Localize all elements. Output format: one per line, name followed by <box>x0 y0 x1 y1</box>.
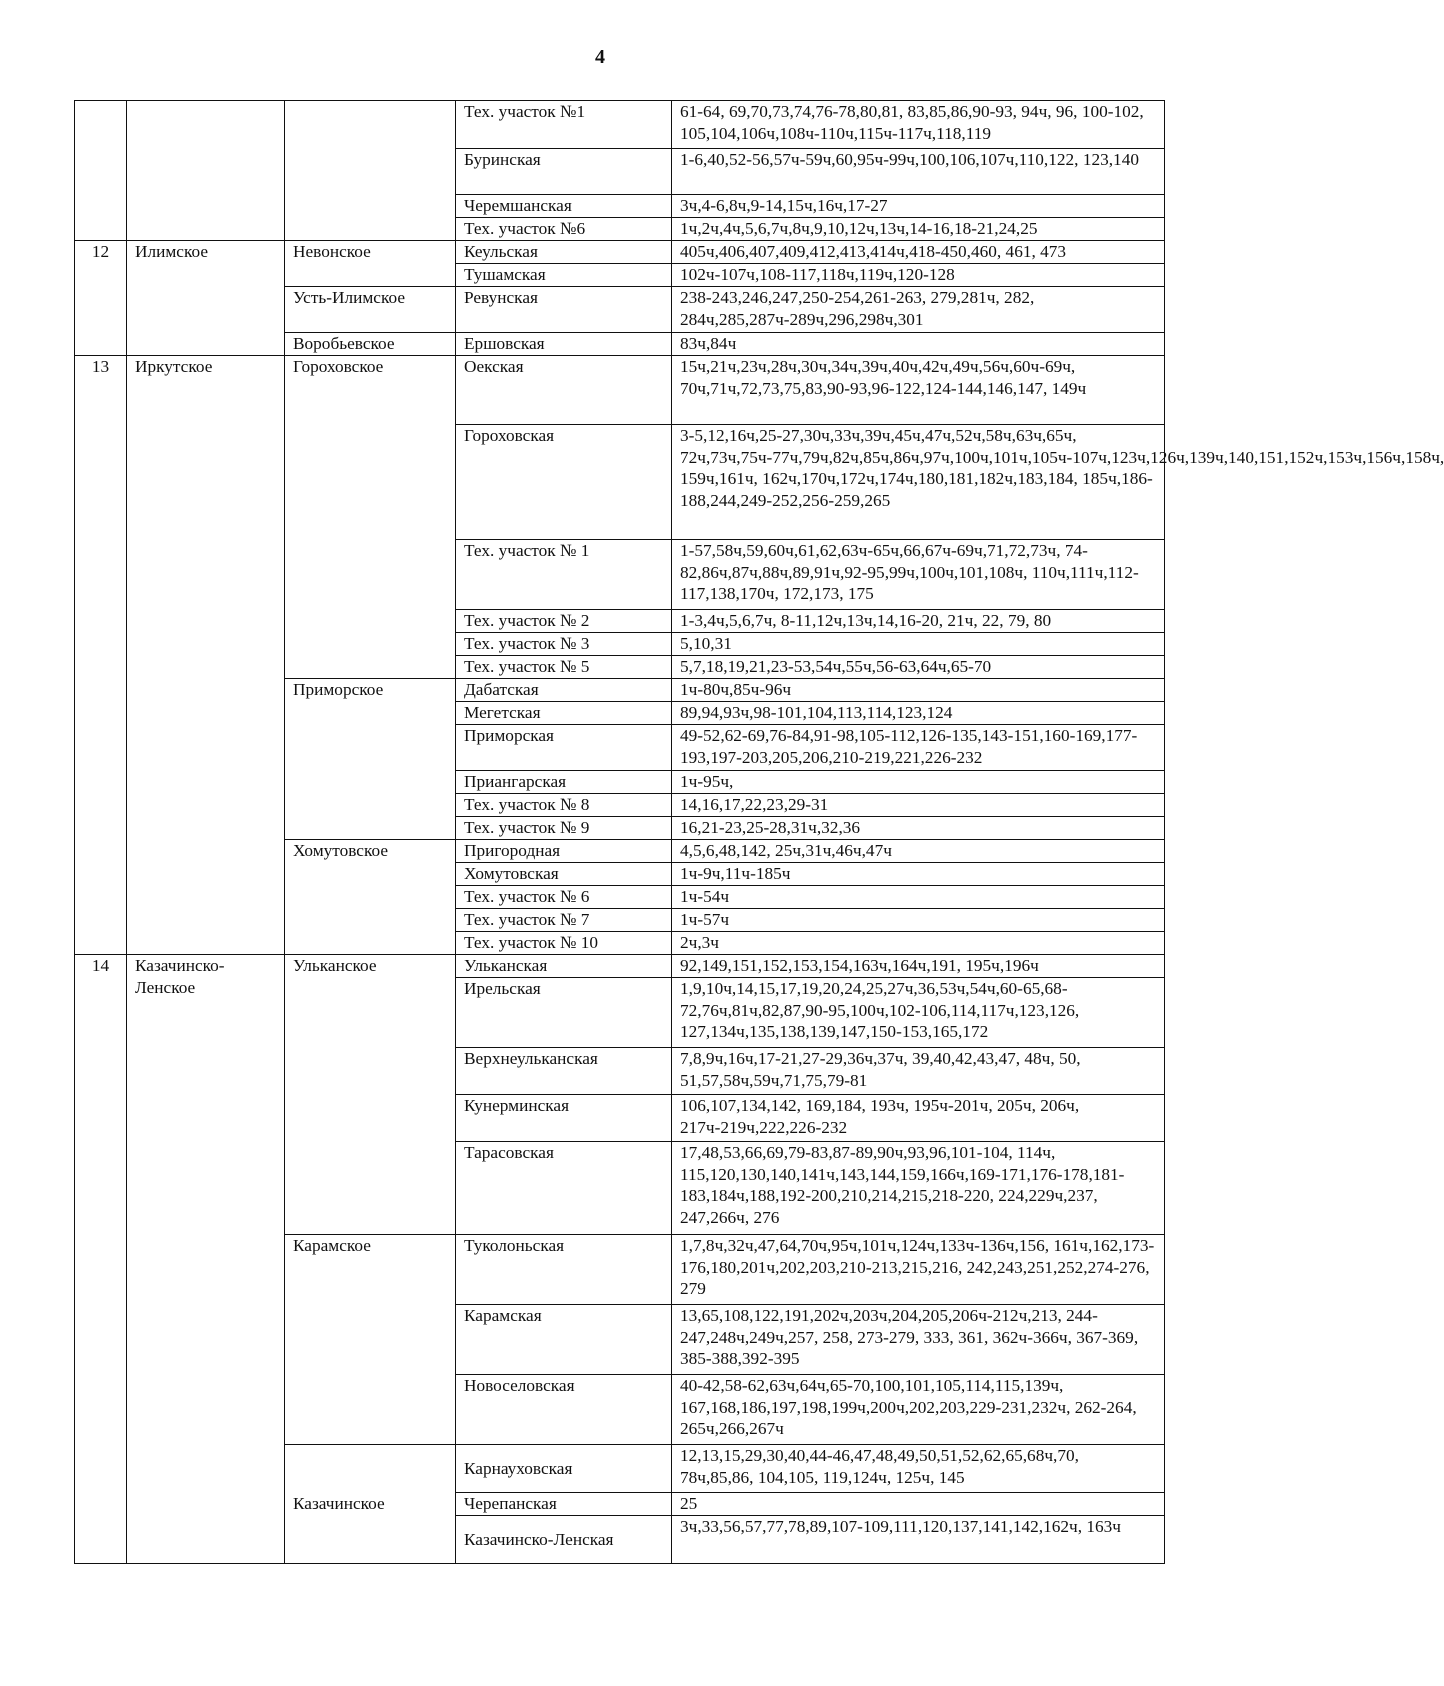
quarters-cell: 3ч,4-6,8ч,9-14,15ч,16ч,17-27 <box>672 195 1165 218</box>
forest-cell: Ершовская <box>456 333 672 356</box>
quarters-cell: 92,149,151,152,153,154,163ч,164ч,191, 195ч,196ч <box>672 955 1165 978</box>
forest-cell: Пригородная <box>456 840 672 863</box>
forest-cell: Ирельская <box>456 978 672 1048</box>
forest-cell: Приангарская <box>456 771 672 794</box>
quarters-cell: 5,10,31 <box>672 633 1165 656</box>
quarters-cell: 61-64, 69,70,73,74,76-78,80,81, 83,85,86,90-93, 94ч, 96, 100-102, 105,104,106ч,108ч-110ч,115ч-117ч,118,119 <box>672 101 1165 149</box>
forest-cell: Оекская <box>456 356 672 425</box>
forest-cell: Мегетская <box>456 702 672 725</box>
quarters-cell: 49-52,62-69,76-84,91-98,105-112,126-135,143-151,160-169,177-193,197-203,205,206,210-219,221,226-232 <box>672 725 1165 771</box>
forest-cell: Ревунская <box>456 287 672 333</box>
quarters-cell: 7,8,9ч,16ч,17-21,27-29,36ч,37ч, 39,40,42,43,47, 48ч, 50, 51,57,58ч,59ч,71,75,79-81 <box>672 1048 1165 1095</box>
district-cell: Илимское <box>127 241 285 356</box>
forest-cell: Черемшанская <box>456 195 672 218</box>
quarters-cell: 12,13,15,29,30,40,44-46,47,48,49,50,51,52,62,65,68ч,70, 78ч,85,86, 104,105, 119,124ч, 125ч, 145 <box>672 1445 1165 1493</box>
forest-cell: Верхнеульканская <box>456 1048 672 1095</box>
quarters-cell: 83ч,84ч <box>672 333 1165 356</box>
forest-cell: Карамская <box>456 1305 672 1375</box>
forest-cell: Хомутовская <box>456 863 672 886</box>
subdistrict-cell <box>285 101 456 241</box>
quarters-cell: 1-3,4ч,5,6,7ч, 8-11,12ч,13ч,14,16-20, 21ч, 22, 79, 80 <box>672 610 1165 633</box>
table-row <box>75 101 1165 149</box>
quarters-cell: 1ч-57ч <box>672 909 1165 932</box>
subdistrict-cell: Воробьевское <box>285 333 456 356</box>
forest-cell: Тех. участок № 9 <box>456 817 672 840</box>
forest-cell: Буринская <box>456 149 672 195</box>
row-number-cell: 14 <box>75 955 127 1564</box>
forest-cell: Тушамская <box>456 264 672 287</box>
table-row <box>75 241 1165 264</box>
forest-cell: Тех. участок № 7 <box>456 909 672 932</box>
forest-cell: Тех. участок № 6 <box>456 886 672 909</box>
subdistrict-cell: Казачинское <box>285 1445 456 1564</box>
forest-cell: Ульканская <box>456 955 672 978</box>
district-cell: Иркутское <box>127 356 285 955</box>
subdistrict-cell: Хомутовское <box>285 840 456 955</box>
page-number: 4 <box>595 46 605 68</box>
quarters-cell: 13,65,108,122,191,202ч,203ч,204,205,206ч-212ч,213, 244-247,248ч,249ч,257, 258, 273-279, 333, 361, 362ч-366ч, 367-369, 385-388,392-395 <box>672 1305 1165 1375</box>
forest-cell: Тех. участок № 5 <box>456 656 672 679</box>
forest-cell: Тех. участок № 10 <box>456 932 672 955</box>
quarters-cell: 1ч-80ч,85ч-96ч <box>672 679 1165 702</box>
forest-cell: Дабатская <box>456 679 672 702</box>
row-number-cell <box>75 101 127 241</box>
subdistrict-cell: Невонское <box>285 241 456 287</box>
forest-cell: Туколоньская <box>456 1235 672 1305</box>
forest-cell: Казачинско-Ленская <box>456 1516 672 1564</box>
district-cell <box>127 101 285 241</box>
forest-cell: Карнауховская <box>456 1445 672 1493</box>
forest-cell: Кунерминская <box>456 1095 672 1142</box>
district-cell: Казачинско-Ленское <box>127 955 285 1564</box>
forest-cell: Новоселовская <box>456 1375 672 1445</box>
forest-cell: Тех. участок № 3 <box>456 633 672 656</box>
forest-cell: Гороховская <box>456 425 672 540</box>
subdistrict-cell: Гороховское <box>285 356 456 679</box>
quarters-cell: 1,9,10ч,14,15,17,19,20,24,25,27ч,36,53ч,54ч,60-65,68-72,76ч,81ч,82,87,90-95,100ч,102-106,114,117ч,123,126, 127,134ч,135,138,139,147,150-153,165,172 <box>672 978 1165 1048</box>
quarters-cell: 3ч,33,56,57,77,78,89,107-109,111,120,137,141,142,162ч, 163ч <box>672 1516 1165 1564</box>
quarters-cell: 1-57,58ч,59,60ч,61,62,63ч-65ч,66,67ч-69ч,71,72,73ч, 74-82,86ч,87ч,88ч,89,91ч,92-95,99ч,100ч,101,108ч, 110ч,111ч,112-117,138,170ч, 172,173, 175 <box>672 540 1165 610</box>
quarters-cell: 1ч-9ч,11ч-185ч <box>672 863 1165 886</box>
subdistrict-cell: Приморское <box>285 679 456 840</box>
forest-cell: Приморская <box>456 725 672 771</box>
quarters-cell: 15ч,21ч,23ч,28ч,30ч,34ч,39ч,40ч,42ч,49ч,56ч,60ч-69ч, 70ч,71ч,72,73,75,83,90-93,96-122,124-144,146,147, 149ч <box>672 356 1165 425</box>
row-number-cell: 12 <box>75 241 127 356</box>
forest-cell: Тех. участок №6 <box>456 218 672 241</box>
forest-cell: Тех. участок № 1 <box>456 540 672 610</box>
quarters-cell: 2ч,3ч <box>672 932 1165 955</box>
quarters-cell: 16,21-23,25-28,31ч,32,36 <box>672 817 1165 840</box>
quarters-cell: 1-6,40,52-56,57ч-59ч,60,95ч-99ч,100,106,107ч,110,122, 123,140 <box>672 149 1165 195</box>
quarters-cell: 1ч-95ч, <box>672 771 1165 794</box>
quarters-cell: 1ч-54ч <box>672 886 1165 909</box>
quarters-cell: 102ч-107ч,108-117,118ч,119ч,120-128 <box>672 264 1165 287</box>
subdistrict-cell: Карамское <box>285 1235 456 1445</box>
forest-cell: Тех. участок №1 <box>456 101 672 149</box>
row-number-cell: 13 <box>75 356 127 955</box>
table-row <box>75 955 1165 978</box>
forest-cell: Кеульская <box>456 241 672 264</box>
quarters-cell: 106,107,134,142, 169,184, 193ч, 195ч-201ч, 205ч, 206ч, 217ч-219ч,222,226-232 <box>672 1095 1165 1142</box>
quarters-cell: 89,94,93ч,98-101,104,113,114,123,124 <box>672 702 1165 725</box>
quarters-cell: 14,16,17,22,23,29-31 <box>672 794 1165 817</box>
forest-cell: Тех. участок № 2 <box>456 610 672 633</box>
forest-cell: Черепанская <box>456 1493 672 1516</box>
quarters-cell: 25 <box>672 1493 1165 1516</box>
subdistrict-cell: Усть-Илимское <box>285 287 456 333</box>
forest-quarters-table <box>74 100 1444 1564</box>
quarters-cell: 4,5,6,48,142, 25ч,31ч,46ч,47ч <box>672 840 1165 863</box>
table-row <box>75 356 1165 425</box>
subdistrict-cell: Ульканское <box>285 955 456 1235</box>
quarters-cell: 5,7,18,19,21,23-53,54ч,55ч,56-63,64ч,65-70 <box>672 656 1165 679</box>
quarters-cell: 1,7,8ч,32ч,47,64,70ч,95ч,101ч,124ч,133ч-136ч,156, 161ч,162,173-176,180,201ч,202,203,210-213,215,216, 242,243,251,252,274-276, 279 <box>672 1235 1165 1305</box>
quarters-cell: 17,48,53,66,69,79-83,87-89,90ч,93,96,101-104, 114ч, 115,120,130,140,141ч,143,144,159,166ч,169-171,176-178,181-183,184ч,188,192-200,210,214,215,218-220, 224,229ч,237, 247,266ч, 276 <box>672 1142 1165 1235</box>
forest-cell: Тарасовская <box>456 1142 672 1235</box>
quarters-cell: 40-42,58-62,63ч,64ч,65-70,100,101,105,114,115,139ч, 167,168,186,197,198,199ч,200ч,202,203,229-231,232ч, 262-264, 265ч,266,267ч <box>672 1375 1165 1445</box>
quarters-cell: 3-5,12,16ч,25-27,30ч,33ч,39ч,45ч,47ч,52ч,58ч,63ч,65ч, 72ч,73ч,75ч-77ч,79ч,82ч,85ч,86ч,97ч,100ч,101ч,105ч-107ч,123ч,126ч,139ч,140,151,152ч,153ч,156ч,158ч, 159ч,161ч, 162ч,170ч,172ч,174ч,180,181,182ч,183,184, 185ч,186-188,244,249-252,256-259,265 <box>672 425 1165 540</box>
quarters-cell: 238-243,246,247,250-254,261-263, 279,281ч, 282, 284ч,285,287ч-289ч,296,298ч,301 <box>672 287 1165 333</box>
quarters-cell: 405ч,406,407,409,412,413,414ч,418-450,460, 461, 473 <box>672 241 1165 264</box>
forest-cell: Тех. участок № 8 <box>456 794 672 817</box>
quarters-cell: 1ч,2ч,4ч,5,6,7ч,8ч,9,10,12ч,13ч,14-16,18-21,24,25 <box>672 218 1165 241</box>
